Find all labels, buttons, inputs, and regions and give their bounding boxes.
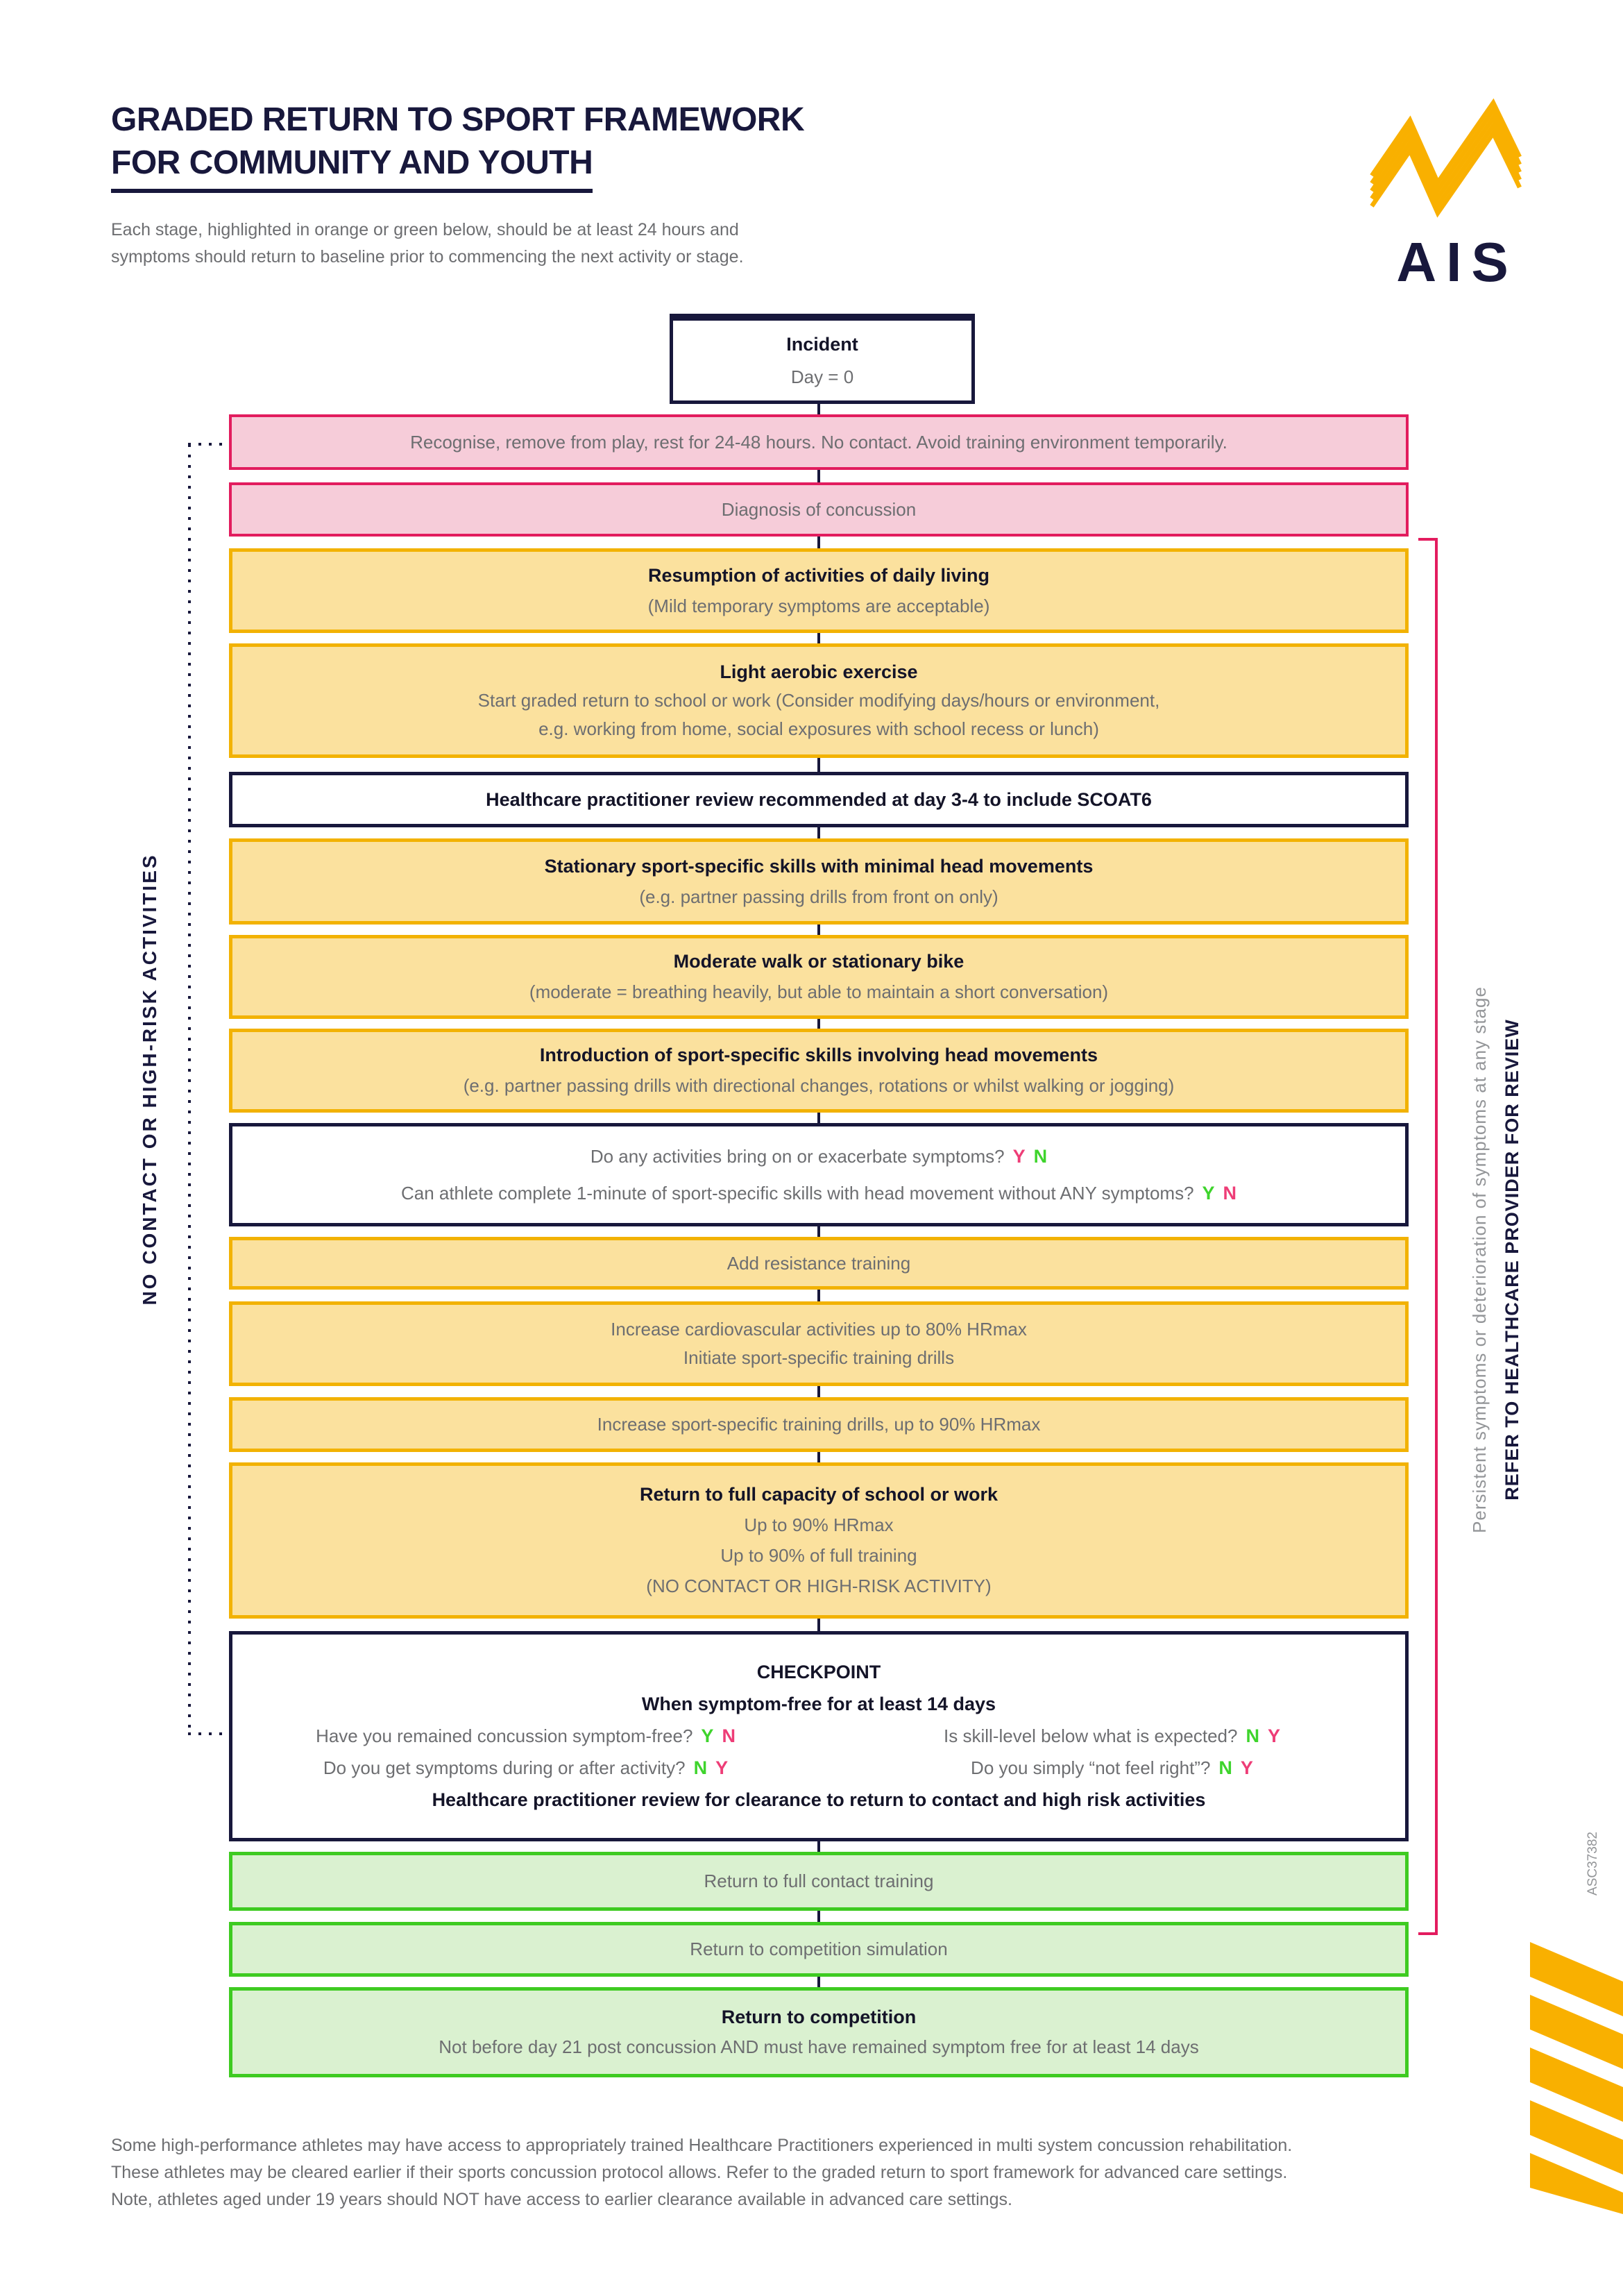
- full-capacity-line3: (NO CONTACT OR HIGH-RISK ACTIVITY): [646, 1576, 992, 1596]
- checkpoint-q-not-feel-right: Do you simply “not feel right”? N Y: [971, 1757, 1253, 1778]
- cardio-box: [229, 1301, 1409, 1386]
- page-subtitle-line1: Each stage, highlighted in orange or green below, should be at least 24 hours and: [111, 220, 739, 239]
- full-capacity-line2: Up to 90% of full training: [720, 1545, 917, 1566]
- daily-living-title: Resumption of activities of daily living: [647, 564, 990, 586]
- ais-logo-text: AIS: [1396, 231, 1518, 290]
- answer-letter: N: [1033, 1145, 1048, 1167]
- moderate-walk-subtitle: (moderate = breathing heavily, but able to maintain a short conversation): [529, 981, 1109, 1002]
- cardio-line2: Initiate sport-specific training drills: [683, 1347, 955, 1368]
- checkpoint-box: [229, 1631, 1409, 1841]
- refer-bracket-line: [1435, 538, 1438, 1935]
- page-title: [111, 99, 804, 193]
- light-aerobic-title: Light aerobic exercise: [720, 661, 918, 682]
- practitioner-review-text: Healthcare practitioner review recommended at day 3-4 to include SCOAT6: [486, 788, 1152, 810]
- refer-bracket-cap-bottom: [1418, 1932, 1438, 1935]
- answer-letter: N: [693, 1757, 708, 1778]
- resistance-text: Add resistance training: [726, 1252, 911, 1274]
- answer-letter: N: [1218, 1757, 1232, 1778]
- head-movement-skills-title: Introduction of sport-specific skills involving head movements: [539, 1045, 1098, 1065]
- full-contact-box: [229, 1852, 1409, 1911]
- footnote: [111, 2132, 1471, 2213]
- answer-letter: Y: [1012, 1145, 1026, 1167]
- diagnosis-box: [229, 482, 1409, 537]
- checkpoint-title: CHECKPOINT: [756, 1662, 881, 1682]
- symptom-check-q1: Do any activities bring on or exacerbate symptoms? Y N: [590, 1145, 1048, 1167]
- corner-stripes-icon: [1530, 1942, 1623, 2214]
- diagnosis-text: Diagnosis of concussion: [721, 498, 917, 520]
- head-movement-skills-box: [229, 1029, 1409, 1113]
- competition-simulation-text: Return to competition simulation: [690, 1939, 948, 1959]
- answer-letter: N: [1246, 1725, 1259, 1746]
- moderate-walk-box: [229, 935, 1409, 1019]
- answer-letter: N: [1223, 1182, 1237, 1204]
- left-dotted-bracket-cap-bottom: [188, 1732, 228, 1735]
- left-dotted-bracket-line: [188, 444, 191, 1735]
- drills-90-text: Increase sport-specific training drills, up to 90% HRmax: [597, 1414, 1041, 1435]
- daily-living-box: [229, 548, 1409, 633]
- page-title-line1: GRADED RETURN TO SPORT FRAMEWORK: [111, 101, 805, 138]
- incident-day: Day = 0: [790, 366, 854, 387]
- stationary-skills-subtitle: (e.g. partner passing drills from front on only): [639, 886, 999, 907]
- checkpoint-q-skill-level: Is skill-level below what is expected? N Y: [944, 1725, 1280, 1746]
- symptom-check-q2: Can athlete complete 1-minute of sport-specific skills with head movement without ANY symptoms? Y N: [400, 1182, 1237, 1204]
- checkpoint-subtitle: When symptom-free for at least 14 days: [641, 1694, 996, 1714]
- stationary-skills-title: Stationary sport-specific skills with minimal head movements: [544, 855, 1094, 877]
- resistance-box: [229, 1237, 1409, 1290]
- ais-logo: [1361, 82, 1543, 290]
- full-capacity-title: Return to full capacity of school or work: [639, 1484, 999, 1505]
- checkpoint-question-row: [232, 1757, 1405, 1779]
- full-capacity-box: [229, 1462, 1409, 1619]
- stationary-skills-box: [229, 838, 1409, 925]
- left-dotted-bracket-cap-top: [188, 443, 228, 446]
- answer-letter: Y: [1202, 1182, 1215, 1204]
- competition-subtitle: Not before day 21 post concussion AND must have remained symptom free for at least 14 days: [439, 2036, 1199, 2057]
- incident-title: Incident: [786, 333, 858, 355]
- light-aerobic-line1: Start graded return to school or work (Consider modifying days/hours or environment,: [477, 690, 1160, 711]
- light-aerobic-box: [229, 643, 1409, 758]
- checkpoint-question-row: [232, 1725, 1405, 1747]
- refer-bracket-cap-top: [1418, 538, 1438, 541]
- recognise-text: Recognise, remove from play, rest for 24-48 hours. No contact. Avoid training environment temporarily.: [410, 431, 1227, 453]
- refer-healthcare-label: REFER TO HEALTHCARE PROVIDER FOR REVIEW: [1502, 1019, 1522, 1501]
- incident-box: [670, 314, 975, 404]
- symptom-check-box: [229, 1123, 1409, 1226]
- recognise-box: [229, 414, 1409, 470]
- competition-simulation-box: [229, 1922, 1409, 1977]
- document-code: ASC37382: [1586, 1832, 1600, 1896]
- checkpoint-q-symptom-free: Have you remained concussion symptom-free? Y N: [316, 1725, 736, 1746]
- light-aerobic-line2: e.g. working from home, social exposures with school recess or lunch): [538, 718, 1099, 739]
- page-title-line2: FOR COMMUNITY AND YOUTH: [111, 142, 593, 193]
- persistent-symptoms-label: Persistent symptoms or deterioration of symptoms at any stage: [1469, 986, 1490, 1533]
- footnote-line3: Note, athletes aged under 19 years should NOT have access to earlier clearance available in advanced care settings.: [111, 2190, 1012, 2209]
- full-capacity-line1: Up to 90% HRmax: [744, 1514, 894, 1535]
- full-contact-text: Return to full contact training: [704, 1871, 934, 1891]
- cardio-line1: Increase cardiovascular activities up to 80% HRmax: [611, 1319, 1027, 1340]
- competition-title: Return to competition: [721, 2007, 917, 2027]
- drills-90-box: [229, 1397, 1409, 1452]
- answer-letter: Y: [1240, 1757, 1253, 1778]
- head-movement-skills-subtitle: (e.g. partner passing drills with directional changes, rotations or whilst walking or jogging): [463, 1075, 1175, 1096]
- ais-ribbon-icon: [1372, 103, 1520, 213]
- answer-letter: Y: [715, 1757, 729, 1778]
- competition-box: [229, 1987, 1409, 2077]
- moderate-walk-title: Moderate walk or stationary bike: [673, 951, 965, 972]
- daily-living-subtitle: (Mild temporary symptoms are acceptable): [647, 595, 990, 616]
- refer-labels: [1463, 986, 1529, 1533]
- footnote-line2: These athletes may be cleared earlier if their sports concussion protocol allows. Refer to the graded return to sport framework for advanced care settings.: [111, 2163, 1288, 2182]
- no-contact-label: NO CONTACT OR HIGH-RISK ACTIVITIES: [139, 853, 160, 1306]
- practitioner-review-box: [229, 772, 1409, 827]
- checkpoint-q-activity-symptoms: Do you get symptoms during or after activity? N Y: [323, 1757, 729, 1778]
- checkpoint-footer: Healthcare practitioner review for clearance to return to contact and high risk activities: [432, 1789, 1206, 1810]
- page-subtitle-line2: symptoms should return to baseline prior to commencing the next activity or stage.: [111, 247, 744, 267]
- answer-letter: Y: [701, 1725, 714, 1746]
- answer-letter: N: [722, 1725, 736, 1746]
- page-subtitle: [111, 217, 744, 271]
- footnote-line1: Some high-performance athletes may have access to appropriately trained Healthcare Practitioners experienced in multi system concussion rehabilitation.: [111, 2136, 1293, 2155]
- answer-letter: Y: [1267, 1725, 1280, 1746]
